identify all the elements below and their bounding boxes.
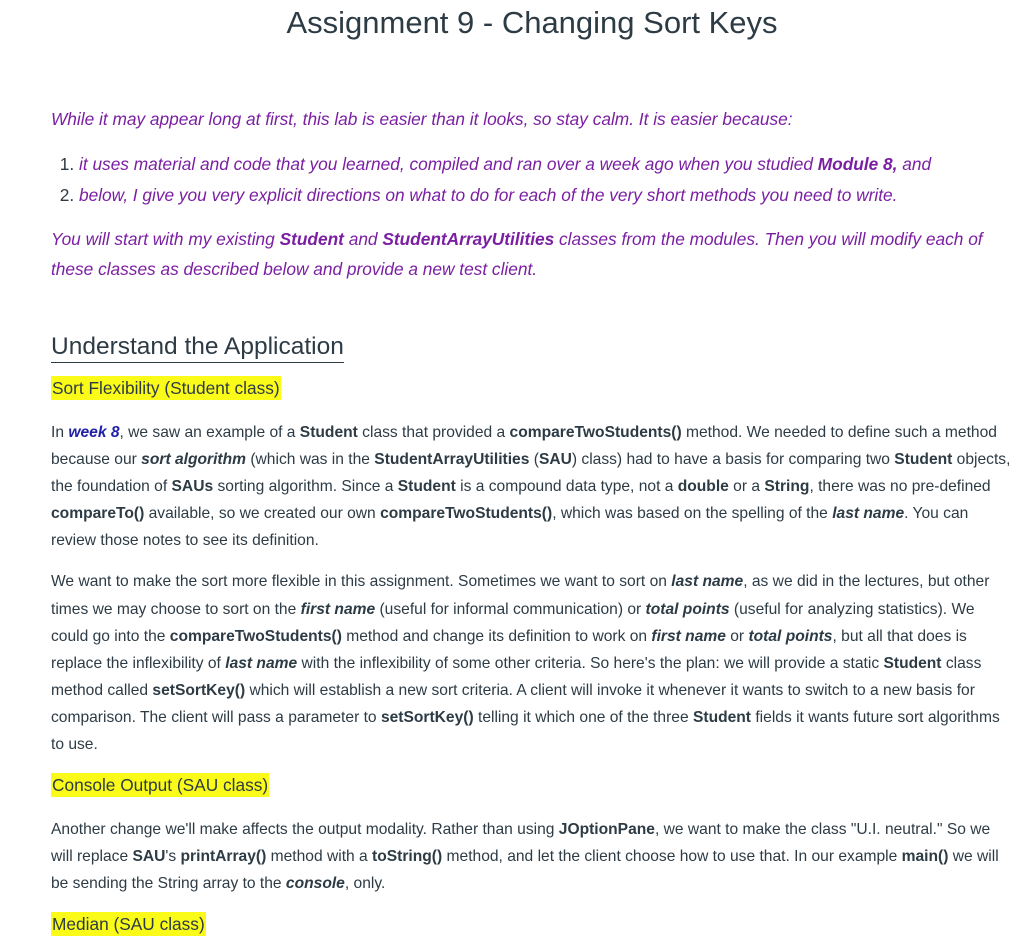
student-class-ref: Student: [279, 229, 344, 249]
text-run: sorting algorithm. Since a: [213, 478, 398, 496]
text-run: is a compound data type, not a: [455, 478, 678, 496]
text-run: , but all that does is replace the inflexibility of: [51, 627, 967, 672]
bold-term: printArray(): [180, 848, 267, 866]
bold-term: setSortKey(): [380, 708, 474, 726]
reason-1-end: and: [897, 154, 932, 174]
page-title: Assignment 9 - Changing Sort Keys: [286, 5, 778, 40]
bold-italic-term: total points: [748, 627, 833, 645]
text-run: method, and let the client choose how to use that. In our example: [442, 848, 902, 866]
bold-term: double: [677, 478, 729, 496]
text-run: (: [529, 451, 539, 469]
bold-term: compareTwoStudents(): [380, 505, 553, 523]
bold-term: Student: [894, 451, 953, 469]
sort-flexibility-label-block: [51, 376, 1013, 403]
bold-term: setSortKey(): [152, 681, 246, 699]
sau-class-ref: StudentArrayUtilities: [382, 229, 555, 249]
sort-flexibility-para-2: [51, 568, 1013, 758]
text-run: method with a: [266, 848, 373, 866]
intro-reasons-list: [51, 149, 1013, 210]
sort-flexibility-section: [51, 419, 1013, 758]
intro-reason-2: 2. below, I give you very explicit directions on what to do for each of the very short methods you need to write.: [79, 180, 1013, 211]
text-run: , only.: [344, 875, 386, 893]
console-output-label: Console Output (SAU class): [52, 775, 269, 795]
text-run: (which was in the: [246, 451, 375, 469]
bold-term: StudentArrayUtilities: [374, 451, 530, 469]
text-run: objects, the foundation of: [51, 451, 1011, 496]
intro-lead: While it may appear long at first, this lab is easier than it looks, so stay calm. It is easier because:: [51, 109, 793, 129]
sort-flexibility-label: Sort Flexibility (Student class): [52, 378, 280, 398]
bold-term: Student: [299, 424, 358, 441]
bold-term: Student: [692, 708, 752, 726]
text-run: method and change its definition to work on: [341, 627, 652, 645]
intro-section: [51, 104, 1013, 284]
bold-term: String: [764, 478, 810, 496]
text-run: with the inflexibility of some other criteria. So here's the plan: we will provide a static: [297, 654, 884, 672]
bold-term: SAU: [132, 848, 166, 866]
bold-term: Student: [397, 478, 456, 496]
console-output-label-block: [51, 773, 1013, 800]
bold-term: JOptionPane: [558, 821, 655, 838]
median-label: Median (SAU class): [52, 914, 205, 934]
intro-start-text-a: You will start with my existing: [51, 229, 280, 249]
intro-start-text-c: and: [343, 229, 383, 249]
week-link[interactable]: week 8: [68, 424, 120, 441]
bold-term: compareTwoStudents(): [169, 627, 342, 645]
bold-italic-term: total points: [645, 600, 730, 618]
bold-italic-term: last name: [832, 505, 905, 523]
bold-term: main(): [901, 848, 949, 866]
text-run: fields it wants future sort algorithms to use.: [51, 708, 1000, 754]
bold-italic-term: first name: [300, 600, 376, 618]
text-run: or a: [728, 478, 765, 496]
bold-term: Student: [883, 654, 942, 672]
text-run: telling it which one of the three: [473, 708, 693, 726]
console-output-section: [51, 816, 1013, 897]
text-run: we will be sending the String array to the: [51, 848, 999, 893]
bold-italic-term: last name: [225, 654, 298, 672]
text-run: , we saw an example of a: [119, 424, 300, 441]
text-run: , which was based on the spelling of the: [552, 505, 833, 523]
text-run: , as we did in the lectures, but other times we may choose to sort on the: [51, 573, 990, 618]
bold-term: toString(): [372, 848, 443, 866]
text-run: (useful for informal communication) or: [375, 600, 646, 618]
text-run: Another change we'll make affects the output modality. Rather than using: [51, 821, 559, 838]
text-run: 's: [165, 848, 181, 866]
section-heading: Understand the Application: [51, 331, 344, 363]
text-run: , we want to make the class "U.I. neutral." So we will replace: [51, 821, 991, 866]
text-run: In: [51, 424, 69, 441]
text-run: , there was no pre-defined: [809, 478, 991, 496]
text-run: ) class) had to have a basis for comparing two: [571, 451, 895, 469]
intro-start-text-e: classes from the modules. Then you will modify each of these classes as described below and provide a new test client.: [51, 229, 983, 279]
bold-italic-term: first name: [651, 627, 726, 645]
bold-term: compareTwoStudents(): [509, 424, 682, 441]
reason-1-text: it uses material and code that you learned, compiled and ran over a week ago when you studied: [79, 154, 818, 174]
bold-italic-term: last name: [671, 573, 744, 591]
bold-term: SAUs: [171, 478, 214, 496]
median-label-block: [51, 912, 1013, 939]
text-run: We want to make the sort more flexible in this assignment. Sometimes we want to sort on: [51, 573, 672, 591]
sort-flexibility-para-1: [51, 419, 1013, 554]
text-run: method. We needed to define such a method because our: [51, 424, 997, 469]
text-run: . You can review those notes to see its definition.: [51, 505, 969, 550]
bold-italic-term: console: [285, 875, 345, 893]
text-run: which will establish a new sort criteria. A client will invoke it whenever it wants to switch to a new basis for comparison. The client will pass a parameter to: [51, 681, 975, 726]
bold-term: compareTo(): [51, 505, 145, 523]
bold-italic-term: sort algorithm: [141, 451, 247, 469]
text-run: class that provided a: [357, 424, 510, 441]
intro-start: [51, 224, 1013, 284]
bold-term: SAU: [538, 451, 572, 469]
console-output-para: [51, 816, 1013, 897]
text-run: available, so we created our own: [144, 505, 381, 523]
text-run: class method called: [51, 654, 982, 699]
module-8-ref: Module 8,: [817, 154, 898, 174]
intro-reason-1: [79, 149, 1013, 180]
text-run: (useful for analyzing statistics). We could go into the: [51, 600, 975, 645]
text-run: or: [725, 627, 749, 645]
